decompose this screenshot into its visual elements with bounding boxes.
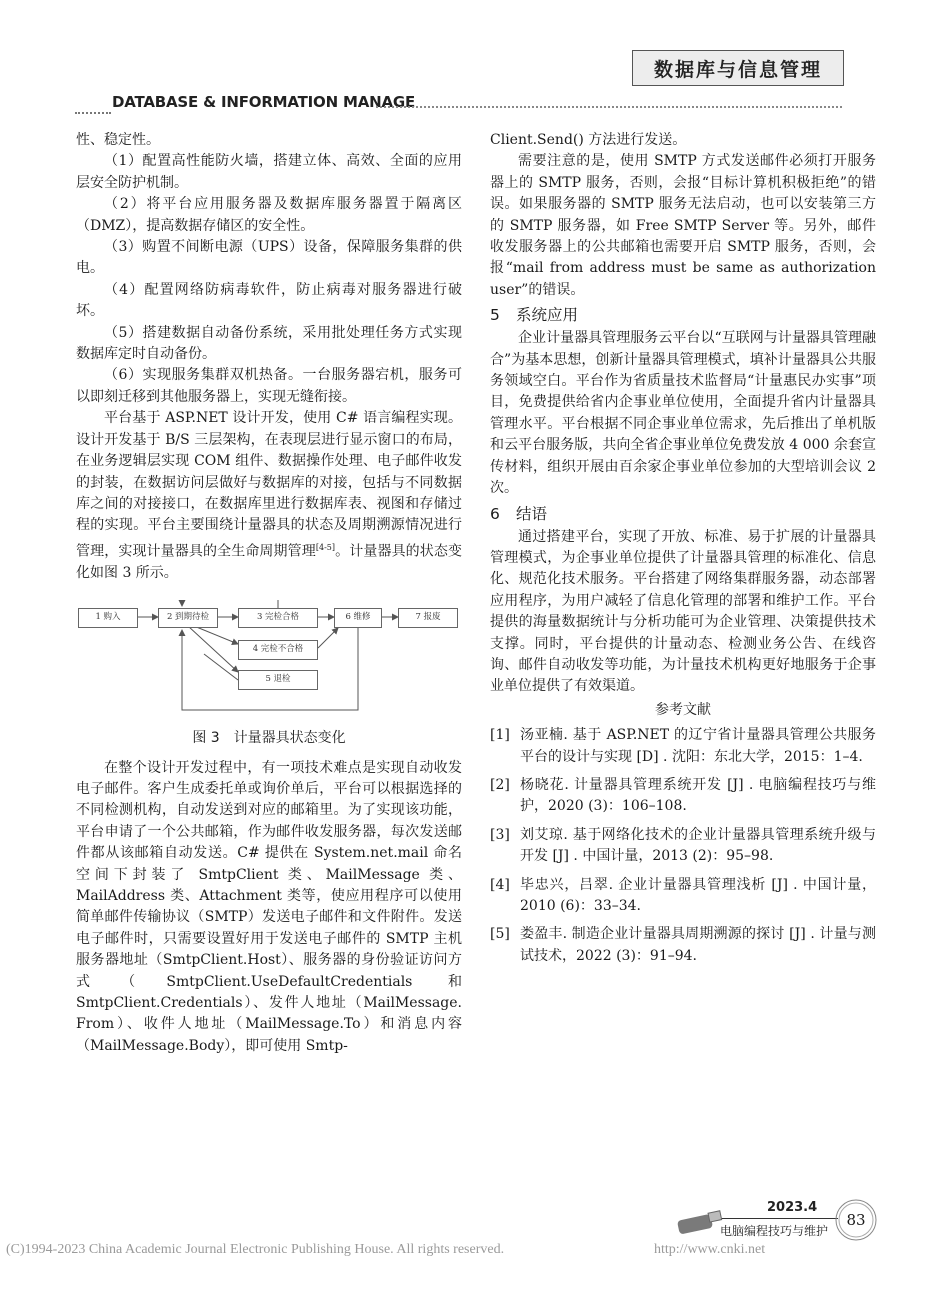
section-title: 结语 <box>516 504 548 523</box>
section-heading <box>490 503 876 525</box>
list-item: （1）配置高性能防火墙，搭建立体、高效、全面的应用层安全防护机制。 <box>76 153 462 191</box>
column-title: 数据库与信息管理 <box>632 50 844 86</box>
paragraph: 通过搭建平台，实现了开放、标准、易于扩展的计量器具管理模式，为企事业单位提供了计量器具管理的标准化、信息化、规范化技术服务。平台搭建了网络集群服务器，动态部署应用程序，为用户减轻了信息化管理的部署和维护工作。平台提供的海量数据统计与分析功能可为企业管理、决策提供技术支撑。同时，平台提供的计量动态、检测业务公告、在线咨询、邮件自动收发等功能，为计量技术机构更好地服务于企事业单位提供了有效渠道。 <box>490 528 876 695</box>
section-number: 6 <box>490 504 500 523</box>
paragraph: 性、稳定性。 <box>76 132 160 148</box>
reference-item <box>490 924 876 967</box>
page-number: 83 <box>846 1211 866 1229</box>
english-column-title: DATABASE & INFORMATION MANAGE <box>112 93 416 111</box>
reference-number: [1] <box>490 727 510 744</box>
paragraph: 需要注意的是，使用 SMTP 方式发送邮件必须打开服务器上的 SMTP 服务，否则，会报“目标计算机积极拒绝”的错误。如果服务器的 SMTP 服务无法启动，也可以安装第三方的 SMTP 服务器，如 Free SMTP Server 等。另外，邮件收发服务器上的公共邮箱也需要开启 SMTP 服务，否则，会报“mail from address must be same as authorization user”的错误。 <box>490 153 876 298</box>
diagram-node: 3 完检合格 <box>238 608 318 628</box>
list-item: （3）购置不间断电源（UPS）设备，保障服务集群的供电。 <box>76 239 462 277</box>
paragraph-email: 在整个设计开发过程中，有一项技术难点是实现自动收发电子邮件。客户生成委托单或询价单后，平台可以根据选择的不同检测机构，自动发送到对应的邮箱里。为了实现该功能，平台申请了一个公共邮箱，作为邮件收发服务器，每次发送邮件都从该邮箱自动发送。C# 提供在 System.net.mail 命名空间下封装了 SmtpClient 类、MailMessage 类、MailAddress 类、Attachment 类等，使应用程序可以使用简单邮件传输协议（SMTP）发送电子邮件和文件附件。发送电子邮件时，只需要设置好用于发送电子邮件的 SMTP 主机服务器地址（SmtpClient.Host）、服务器的身份验证访问方式（SmtpClient.UseDefaultCredentials 和 SmtpClient.Credentials）、发件人地址（MailMessage. From）、收件人地址（MailMessage.To）和消息内容（MailMessage.Body），即可使用 Smtp- <box>76 759 462 1054</box>
reference-number: [5] <box>490 926 510 943</box>
diagram-node: 6 维修 <box>334 608 382 628</box>
figure-state-diagram <box>76 600 462 722</box>
usb-drive-icon <box>676 1208 726 1238</box>
reference-number: [2] <box>490 776 510 793</box>
diagram-node: 2 到期待检 <box>158 608 218 628</box>
journal-name: 电脑编程技巧与维护 <box>720 1224 829 1238</box>
diagram-node: 7 报废 <box>398 608 458 628</box>
reference-text: 毕忠兴，吕翠. 企业计量器具管理浅析 [J] . 中国计量，2010 (6)：33–34. <box>520 876 876 914</box>
reference-item <box>490 725 876 768</box>
left-column <box>76 130 462 1057</box>
diagram-node: 4 完检不合格 <box>238 640 318 660</box>
list-item: （2）将平台应用服务器及数据库服务器置于隔离区（DMZ），提高数据存储区的安全性。 <box>76 196 462 234</box>
section-title: 系统应用 <box>516 306 579 325</box>
reference-item <box>490 775 876 818</box>
cnki-link[interactable]: http://www.cnki.net <box>654 1242 766 1257</box>
paragraph: Client.Send() 方法进行发送。 <box>490 132 687 148</box>
paragraph-architecture <box>76 408 462 584</box>
reference-text: 汤亚楠. 基于 ASP.NET 的辽宁省计量器具管理公共服务平台的设计与实现 [D] . 沈阳：东北大学，2015：1–4. <box>520 727 876 765</box>
paragraph: 企业计量器具管理服务云平台以“互联网与计量器具管理融合”为基本思想，创新计量器具管理模式，填补计量器具公共服务领域空白。平台作为省质量技术监督局“计量惠民办实事”项目，免费提供给省内企事业单位使用，全面提升省内计量器具管理水平。平台根据不同企事业单位需求，先后推出了单机版和云平台服务版，共向全省企事业单位免费发放 4 000 余套宣传材料，组织开展由百余家企事业单位参加的大型培训会议 2 次。 <box>490 330 876 497</box>
list-item: （5）搭建数据自动备份系统，采用批处理任务方式实现数据库定时自动备份。 <box>76 324 462 363</box>
reference-item <box>490 825 876 868</box>
list-item: （4）配置网络防病毒软件，防止病毒对服务器进行破坏。 <box>76 281 462 320</box>
section-heading <box>490 304 876 326</box>
diagram-node: 1 购入 <box>78 608 138 628</box>
copyright-text: (C)1994-2023 China Academic Journal Electronic Publishing House. All rights reserved. <box>6 1242 505 1257</box>
references-title: 参考文献 <box>655 701 711 718</box>
section-number: 5 <box>490 306 500 325</box>
header-rule <box>376 106 842 108</box>
reference-number: [4] <box>490 876 510 893</box>
header-dots <box>75 98 111 114</box>
reference-text: 娄盈丰. 制造企业计量器具周期溯源的探讨 [J] . 计量与测试技术，2022 (3)：91–94. <box>520 926 876 964</box>
footer-rule <box>720 1218 838 1219</box>
reference-text: 刘艾琼. 基于网络化技术的企业计量器具管理系统升级与开发 [J] . 中国计量，2013 (2)：95–98. <box>520 826 876 865</box>
reference-item <box>490 875 876 918</box>
reference-number: [3] <box>490 826 510 843</box>
reference-text: 杨晓花. 计量器具管理系统开发 [J] . 电脑编程技巧与维护，2020 (3)：106–108. <box>520 776 876 815</box>
figure-caption: 图 3 计量器具状态变化 <box>192 730 346 747</box>
paragraph-text: 平台基于 ASP.NET 设计开发，使用 C# 语言编程实现。设计开发基于 B/S 三层架构，在表现层进行显示窗口的布局，在业务逻辑层实现 COM 组件、数据操作处理、电子邮件收发的封装，在数据访问层做好与数据库的对接，包括与不同数据库之间的对接接口，在数据库里进行数据库表、视图和存储过程的实现。平台主要围绕计量器具的状态及周期溯源情况进行管理，实现计量器具的全生命周期管理 <box>76 410 462 560</box>
paragraph-text: 。计量器具的状态变化如图 3 所示。 <box>76 543 463 581</box>
right-column <box>490 130 876 974</box>
list-item: （6）实现服务集群双机热备。一台服务器宕机，服务可以即刻迁移到其他服务器上，实现无缝衔接。 <box>76 367 462 405</box>
issue-date: 2023.4 <box>767 1200 818 1215</box>
citation: [4-5] <box>315 542 336 552</box>
diagram-node: 5 退检 <box>238 670 318 690</box>
